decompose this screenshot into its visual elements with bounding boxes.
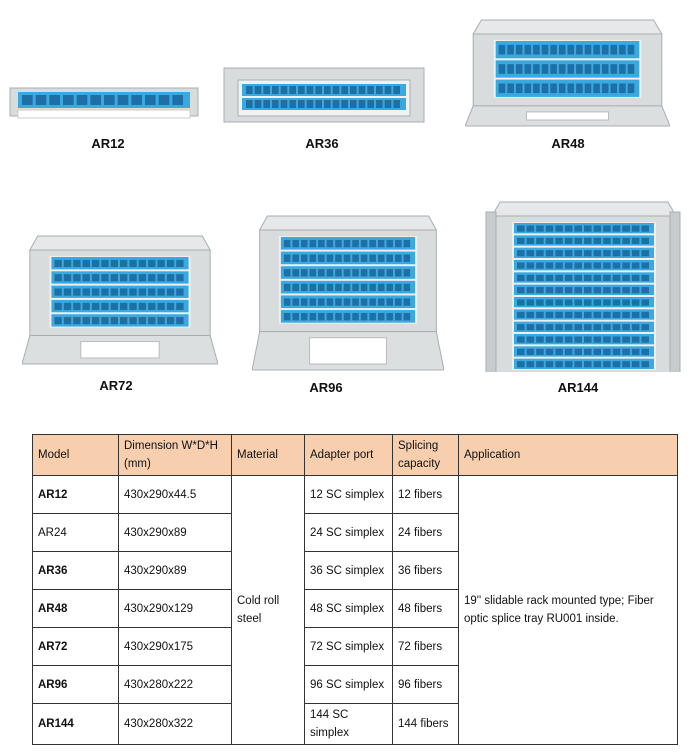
table-row [33, 476, 678, 514]
rack-illustration [252, 208, 444, 372]
rack-illustration [465, 12, 670, 128]
product-image [252, 208, 444, 372]
cell-adapter: 48 SC simplex [305, 590, 393, 628]
cell-model: AR12 [33, 476, 119, 514]
table-header-row [33, 435, 678, 476]
product-caption: AR36 [305, 136, 339, 151]
header-material: Material [232, 435, 305, 476]
cell-adapter: 24 SC simplex [305, 514, 393, 552]
header-dimension: Dimension W*D*H (mm) [119, 435, 232, 476]
rack-illustration [484, 196, 684, 372]
rack-illustration [8, 80, 200, 126]
cell-splicing: 36 fibers [393, 552, 459, 590]
cell-splicing: 12 fibers [393, 476, 459, 514]
product-caption: AR72 [99, 378, 133, 393]
cell-adapter: 36 SC simplex [305, 552, 393, 590]
cell-dimension: 430x290x89 [119, 514, 232, 552]
cell-splicing: 96 fibers [393, 666, 459, 704]
product-image [220, 62, 428, 128]
cell-adapter: 96 SC simplex [305, 666, 393, 704]
rack-illustration [220, 62, 428, 128]
cell-model: AR144 [33, 704, 119, 745]
header-splicing: Splicing capacity [393, 435, 459, 476]
product-image [484, 196, 684, 372]
cell-adapter: 72 SC simplex [305, 628, 393, 666]
header-application: Application [459, 435, 678, 476]
product-caption: AR144 [557, 380, 599, 395]
product-image [22, 228, 218, 366]
header-adapter: Adapter port [305, 435, 393, 476]
cell-splicing: 24 fibers [393, 514, 459, 552]
rack-illustration [22, 228, 218, 366]
table-body [33, 476, 678, 745]
product-caption: AR48 [551, 136, 585, 151]
cell-material: Cold roll steel [232, 476, 305, 745]
cell-model: AR72 [33, 628, 119, 666]
cell-dimension: 430x280x322 [119, 704, 232, 745]
cell-application: 19'' slidable rack mounted type; Fiber optic splice tray RU001 inside. [459, 476, 678, 745]
cell-dimension: 430x290x129 [119, 590, 232, 628]
product-image [465, 12, 670, 128]
cell-adapter: 12 SC simplex [305, 476, 393, 514]
spec-table [32, 434, 678, 745]
cell-model: AR36 [33, 552, 119, 590]
cell-dimension: 430x290x175 [119, 628, 232, 666]
header-model: Model [33, 435, 119, 476]
cell-model: AR24 [33, 514, 119, 552]
cell-dimension: 430x290x89 [119, 552, 232, 590]
cell-model: AR48 [33, 590, 119, 628]
product-caption: AR96 [309, 380, 343, 395]
product-caption: AR12 [91, 136, 125, 151]
cell-splicing: 72 fibers [393, 628, 459, 666]
cell-dimension: 430x290x44.5 [119, 476, 232, 514]
cell-model: AR96 [33, 666, 119, 704]
cell-dimension: 430x280x222 [119, 666, 232, 704]
product-image [8, 80, 200, 126]
cell-adapter: 144 SC simplex [305, 704, 393, 745]
cell-splicing: 144 fibers [393, 704, 459, 745]
cell-splicing: 48 fibers [393, 590, 459, 628]
